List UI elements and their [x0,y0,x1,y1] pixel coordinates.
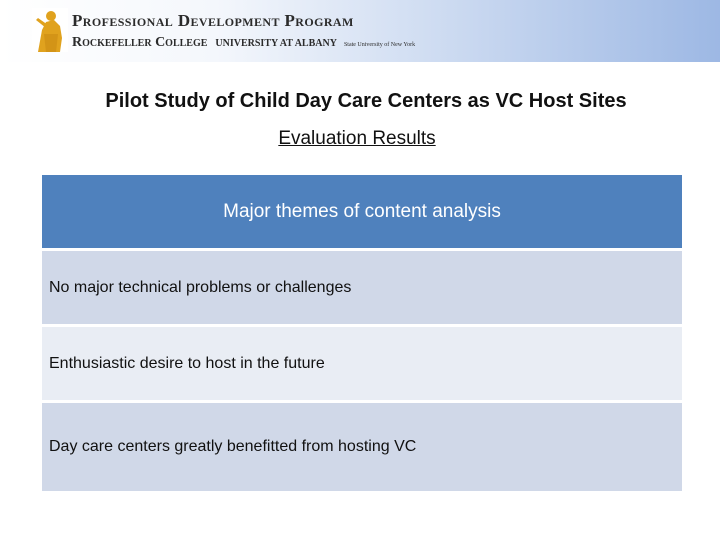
pdp-figure-logo-icon [32,8,68,52]
college-line [72,33,415,51]
slide-title: Pilot Study of Child Day Care Centers as VC Host Sites [105,90,627,112]
university-name: UNIVERSITY AT ALBANY [215,38,337,49]
themes-table [42,175,682,491]
table-row: Day care centers greatly benefitted from hosting VC [42,403,682,491]
table-row: No major technical problems or challenges [42,251,682,324]
table-row: Enthusiastic desire to host in the future [42,327,682,400]
slide-subtitle: Evaluation Results [278,128,436,149]
suny-name: State University of New York [343,42,416,48]
header-banner [0,0,720,62]
program-name: Professional Development Program [72,11,354,30]
table-header: Major themes of content analysis [42,175,682,248]
college-name: Rockefeller College [72,35,208,50]
